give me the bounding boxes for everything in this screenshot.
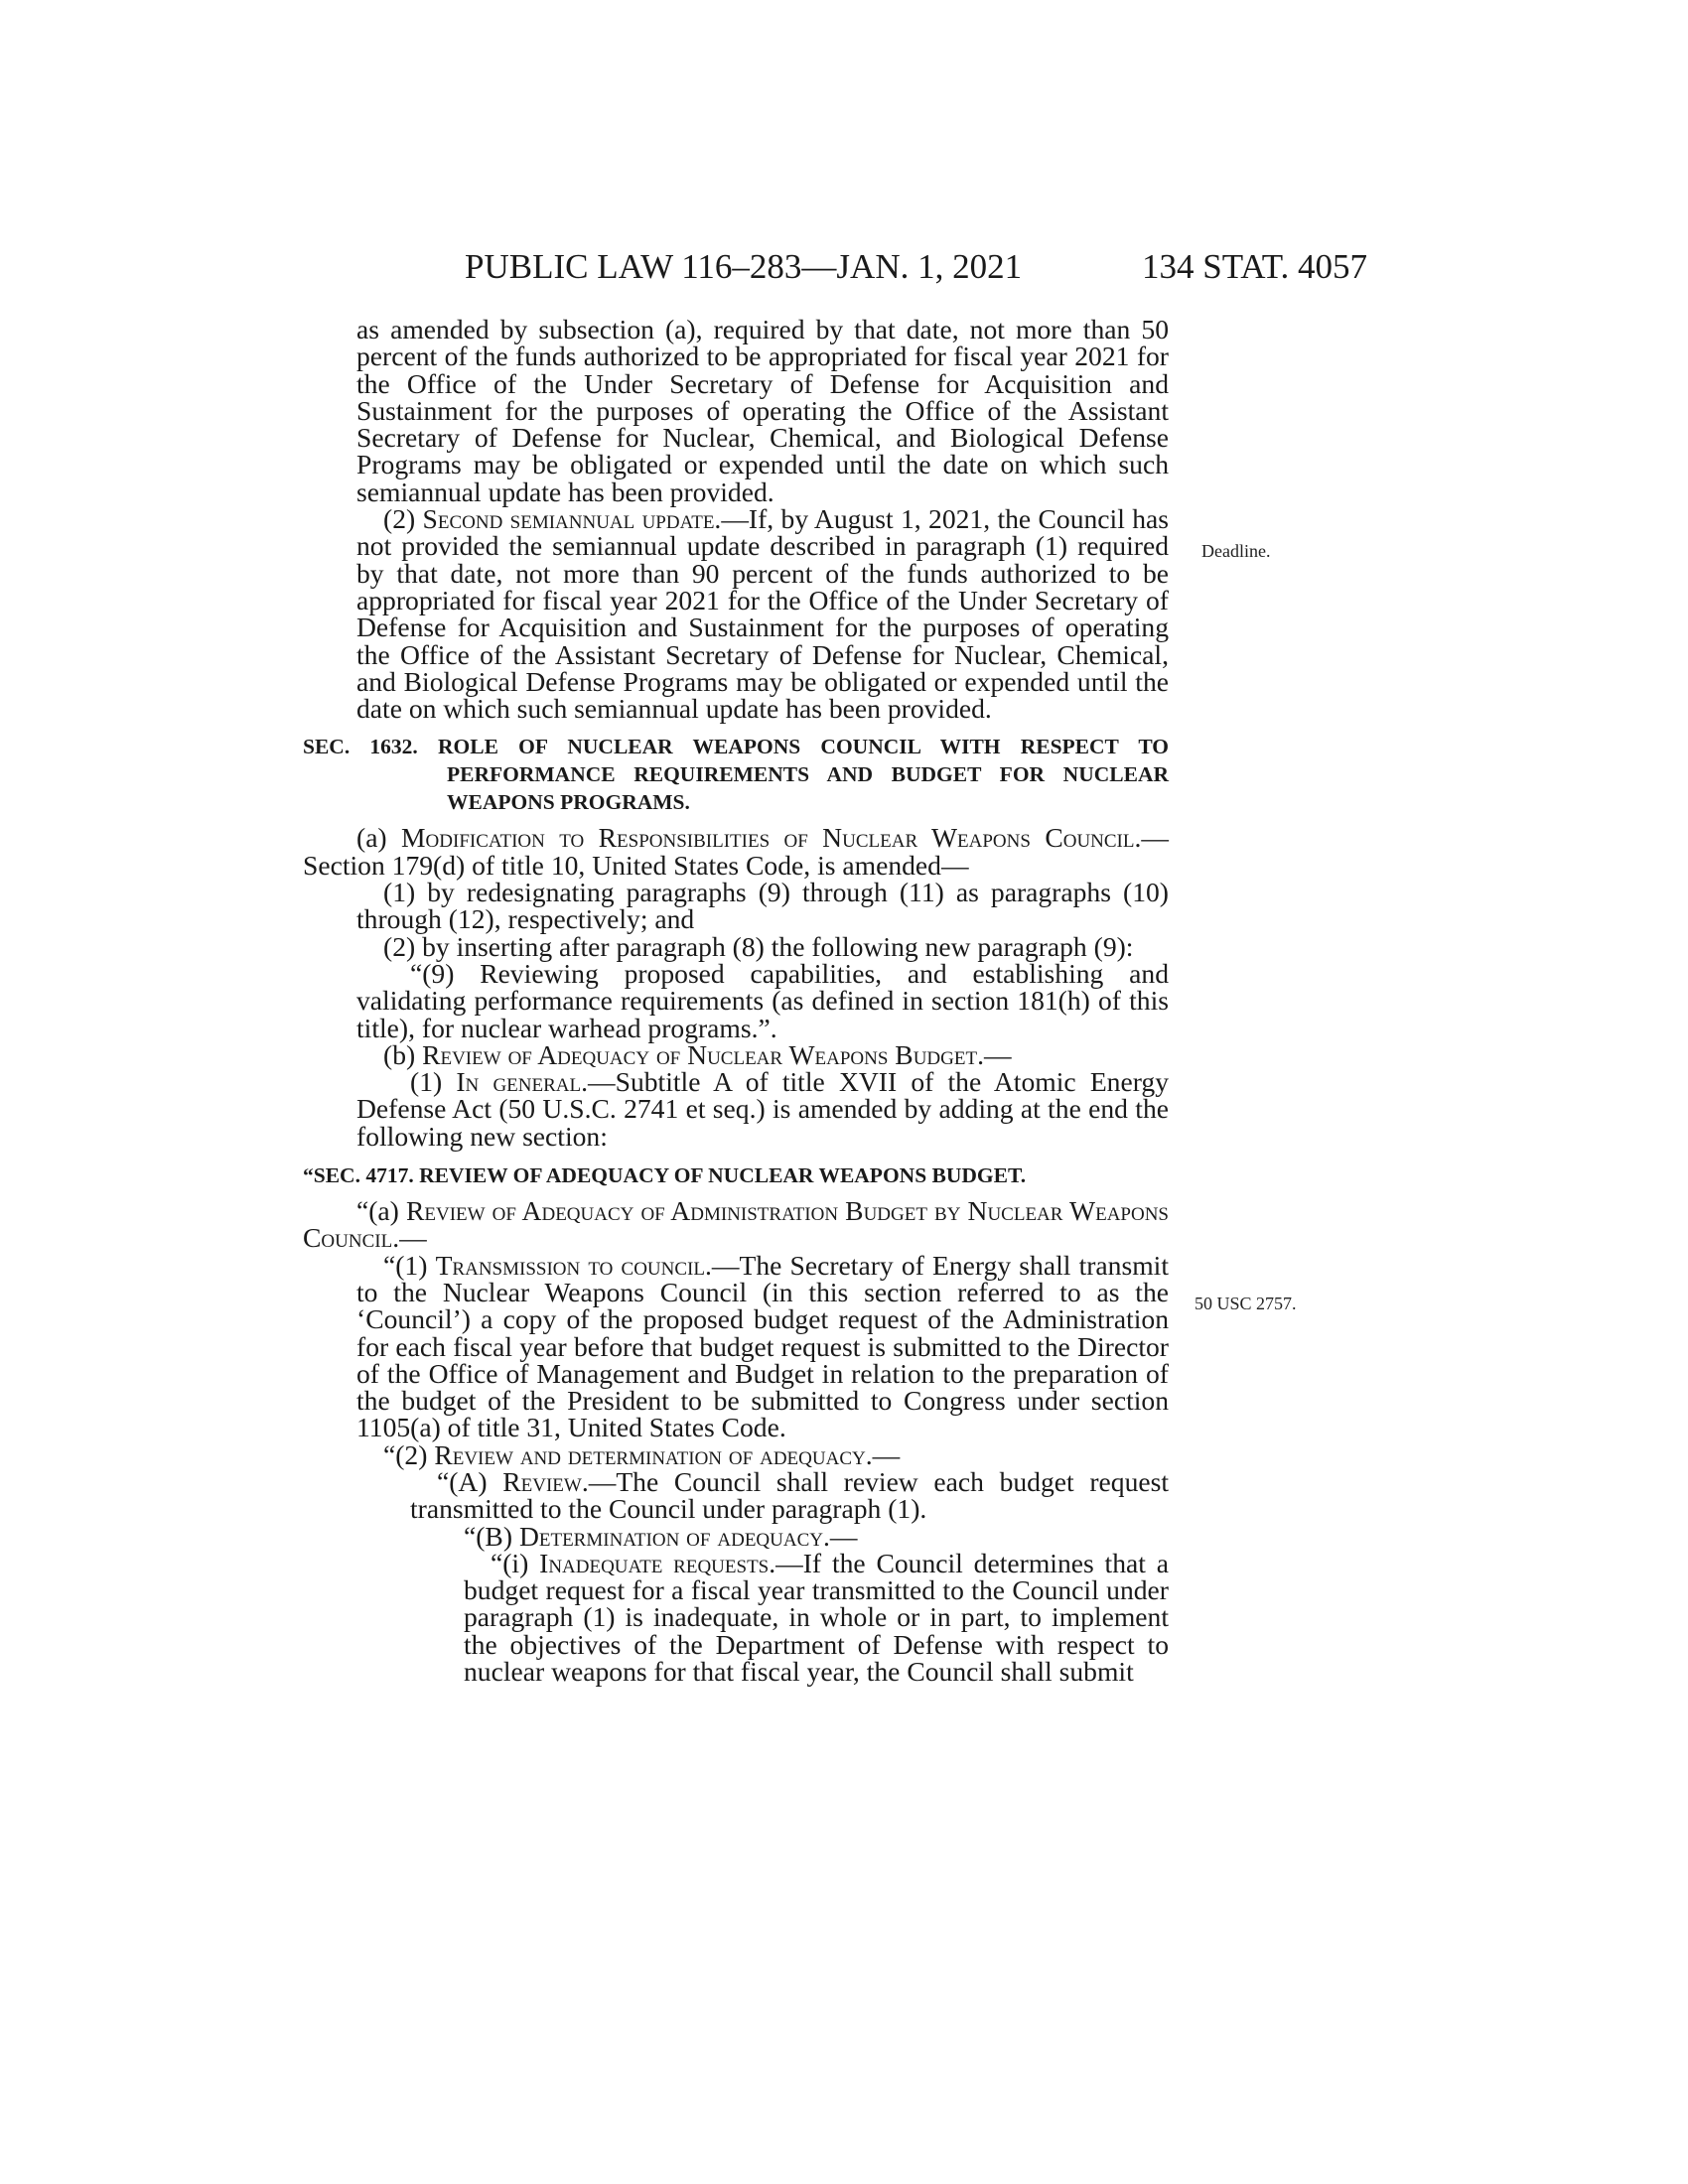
quoted-subparagraph-B: “(B) Determination of adequacy.—	[464, 1520, 858, 1552]
subheading-second-semiannual-update: Second semiannual update	[422, 503, 715, 535]
document-body	[303, 314, 1170, 1688]
amendment-item-1: (1) by redesignating paragraphs (9) through (11) as paragraphs (10) through (12), respectively; and	[356, 877, 1169, 935]
subsection-b-paragraph-1: (1) In general.—Subtitle A of title XVII of the Atomic Energy Defense Act (50 U.S.C. 2741 et seq.) is amended by adding at the end the following new section:	[356, 1066, 1170, 1152]
paragraph-second-semiannual-update: (2) Second semiannual update.—If, by August 1, 2021, the Council has not provided the semiannual update described in paragraph (1) required by that date, not more than 90 percent of the funds authorized to be appropriated for fiscal year 2021 for the Office of the Under Secretary of Defense for Acquisition and Sustainment for the purposes of operating the Office of the Assistant Secretary of Defense for Nuclear, Chemical, and Biological Defense Programs may be obligated or expended until the date on which such semiannual update has been provided.	[356, 503, 1169, 725]
subheading-in-general: In general	[456, 1066, 582, 1098]
subheading-review-admin-budget: Review of Adequacy of Administration Budget by Nuclear Weapons Council	[303, 1195, 1170, 1254]
quoted-paragraph-2: “(2) Review and determination of adequacy.—	[383, 1438, 901, 1470]
subheading-modification: Modification to Responsibilities of Nuclear Weapons Council	[401, 822, 1135, 854]
running-header-title: PUBLIC LAW 116–283—JAN. 1, 2021	[465, 247, 1023, 286]
inserted-paragraph-9: “(9) Reviewing proposed capabilities, and establishing and validating performance requirements (as defined in section 181(h) of this title), for nuclear warhead programs.”.	[356, 957, 1169, 1043]
subheading-review: Review	[502, 1465, 582, 1497]
subheading-inadequate-requests: Inadequate requests	[539, 1547, 770, 1578]
subheading-determination: Determination of adequacy	[518, 1520, 823, 1552]
margin-note-deadline: Deadline.	[1201, 541, 1271, 561]
paragraph-continuation: as amended by subsection (a), required by that date, not more than 50 percent of the funds authorized to be appropriated for fiscal year 2021 for the Office of the Under Secretary of Defense for Acquisition and Sustainment for the purposes of operating the Office of the Assistant Secretary of Defense for Nuclear, Chemical, and Biological Defense Programs may be obligated or expended until the date on which such semiannual update has been provided.	[356, 314, 1169, 507]
quoted-clause-i: “(i) Inadequate requests.—If the Council determines that a budget request for a fiscal year transmitted to the Council under paragraph (1) is inadequate, in whole or in part, to implement the objectives of the Department of Defense with respect to nuclear weapons for that fiscal year, the Council shall submit	[464, 1547, 1169, 1688]
amendment-item-2: (2) by inserting after paragraph (8) the following new paragraph (9):	[383, 930, 1134, 962]
section-heading-1632: SEC. 1632. ROLE OF NUCLEAR WEAPONS COUNCIL WITH RESPECT TO PERFORMANCE REQUIREMENTS AND BUDGET FOR NUCLEAR WEAPONS PROGRAMS.	[303, 735, 1169, 815]
subsection-b: (b) Review of Adequacy of Nuclear Weapons Budget.—	[383, 1038, 1012, 1070]
subheading-transmission: Transmission to council	[435, 1249, 705, 1281]
subheading-review-determination: Review and determination of adequacy	[434, 1438, 866, 1470]
margin-note-usc-citation: 50 USC 2757.	[1195, 1294, 1297, 1313]
quoted-subparagraph-A: “(A) Review.—The Council shall review each budget request transmitted to the Council under paragraph (1).	[410, 1465, 1170, 1525]
subheading-review-adequacy: Review of Adequacy of Nuclear Weapons Budget	[422, 1038, 978, 1070]
quoted-subsection-a: “(a) Review of Adequacy of Administration Budget by Nuclear Weapons Council.—	[303, 1195, 1170, 1254]
section-heading-4717: “SEC. 4717. REVIEW OF ADEQUACY OF NUCLEAR WEAPONS BUDGET.	[303, 1163, 1027, 1188]
page-stat-number: 134 STAT. 4057	[1142, 247, 1367, 286]
subsection-a: (a) Modification to Responsibilities of Nuclear Weapons Council.—Section 179(d) of title 10, United States Code, is amended—	[303, 822, 1169, 881]
quoted-paragraph-1: “(1) Transmission to council.—The Secretary of Energy shall transmit to the Nuclear Weapons Council (in this section referred to as the ‘Council’) a copy of the proposed budget request of the Administration for each fiscal year before that budget request is submitted to the Director of the Office of Management and Budget in relation to the preparation of the budget of the President to be submitted to Congress under section 1105(a) of title 31, United States Code.	[356, 1249, 1169, 1443]
